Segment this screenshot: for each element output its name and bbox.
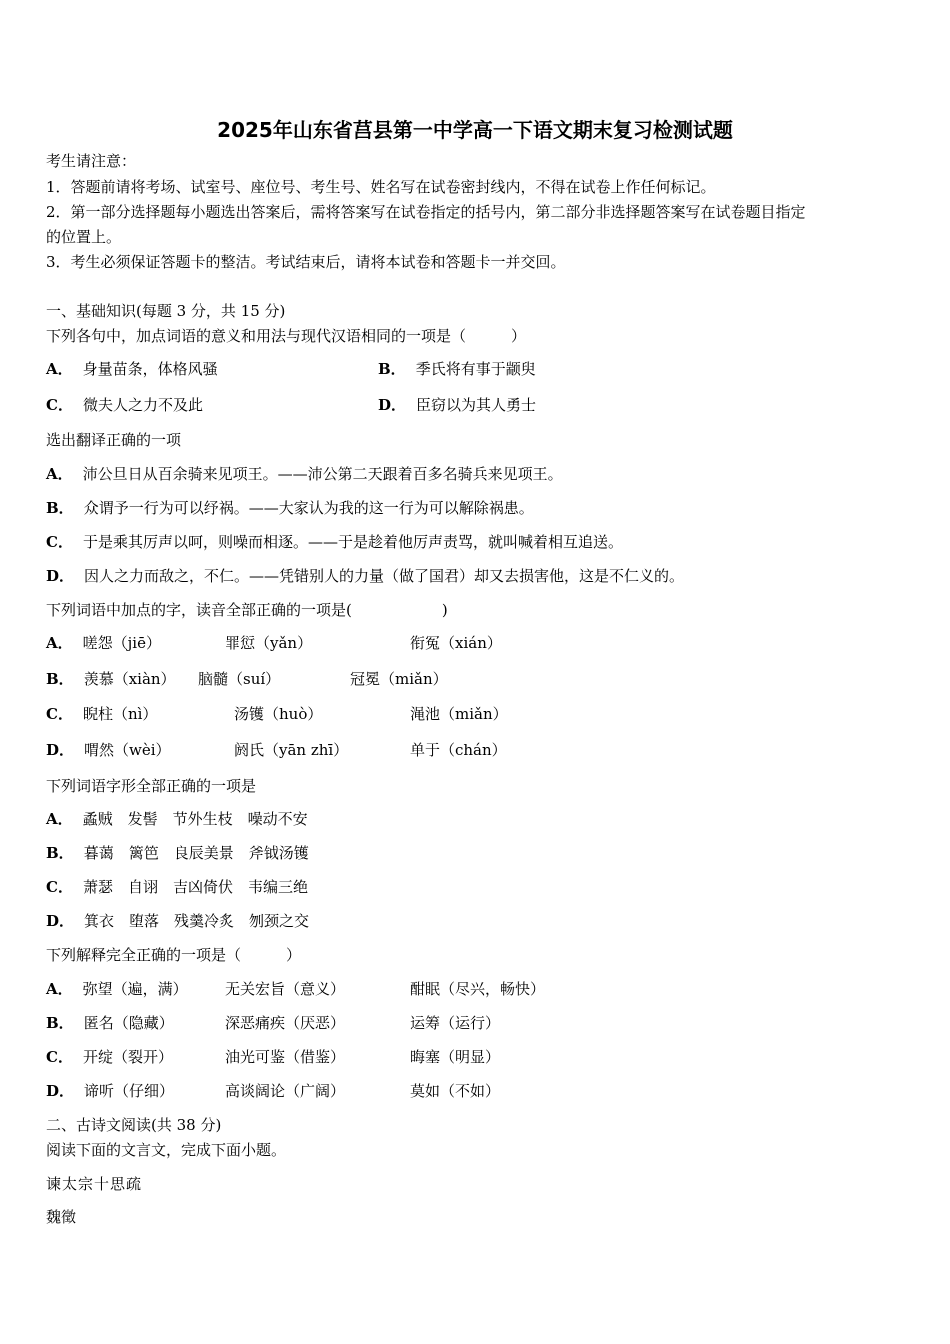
q2-option-d: D． 因人之力而敌之，不仁。——凭错别人的力量（做了国君）却又去损害他，这是不仁义的。 [46, 567, 685, 585]
q2-option-a: A． 沛公旦日从百余骑来见项王。——沛公第二天跟着百多名骑兵来见项王。 [46, 465, 563, 483]
q3-option-d-word3: 单于（chán） [410, 741, 507, 759]
q5-option-b-item3: 运筹（运行） [410, 1014, 501, 1032]
q1-option-b: B． 季氏将有事于颛臾 [378, 360, 536, 378]
reading-intro: 阅读下面的文言文，完成下面小题。 [46, 1141, 287, 1159]
q5-option-a-item2: 无关宏旨（意义） [225, 980, 346, 998]
passage-author: 魏徵 [46, 1208, 77, 1226]
notice-item-2: 2．第一部分选择题每小题选出答案后，需将答案写在试卷指定的括号内，第二部分非选择题答案写在试卷题目指定 [46, 203, 806, 221]
q1-option-c: C． 微夫人之力不及此 [46, 396, 203, 414]
q3-option-d: D． 喟然（wèi） [46, 741, 171, 759]
q1-option-a: A． 身量苗条，体格风骚 [46, 360, 218, 378]
q3-option-b-word2: 脑髓（suí） [198, 670, 281, 688]
q5-stem: 下列解释完全正确的一项是（ ） [46, 946, 302, 964]
notice-item-3: 3．考生必须保证答题卡的整洁。考试结束后，请将本试卷和答题卡一并交回。 [46, 253, 566, 271]
q5-option-c-item2: 油光可鉴（借鉴） [225, 1048, 346, 1066]
q4-option-d: D． 箕衣 堕落 残羹冷炙 刎颈之交 [46, 912, 310, 930]
q3-option-c-word3: 渑池（miǎn） [410, 705, 508, 723]
q4-option-b: B． 暮蔼 篱笆 良辰美景 斧钺汤镬 [46, 844, 309, 862]
q3-option-b: B． 羡慕（xiàn） [46, 670, 176, 688]
page-title: 2025年山东省莒县第一中学高一下语文期末复习检测试题 [217, 118, 733, 142]
q2-stem: 选出翻译正确的一项 [46, 431, 182, 449]
q3-option-c-word2: 汤镬（huò） [234, 705, 323, 723]
q3-option-b-word3: 冠冕（miǎn） [350, 670, 448, 688]
q5-option-a-item3: 酣眠（尽兴，畅快） [410, 980, 546, 998]
q3-option-c: C． 睨柱（nì） [46, 705, 158, 723]
q3-option-a-word2: 罪愆（yǎn） [225, 634, 313, 652]
q5-option-b: B． 匿名（隐藏） [46, 1014, 174, 1032]
q4-stem: 下列词语字形全部正确的一项是 [46, 777, 257, 795]
q2-option-c: C． 于是乘其厉声以呵，则噪而相逐。——于是趁着他厉声责骂，就叫喊着相互追送。 [46, 533, 623, 551]
q1-stem: 下列各句中，加点词语的意义和用法与现代汉语相同的一项是（ ） [46, 327, 527, 345]
q4-option-a: A． 蟊贼 发髻 节外生枝 噪动不安 [46, 810, 308, 828]
notice-item-2-cont: 的位置上。 [46, 228, 122, 246]
section-1-heading: 一、基础知识(每题 3 分，共 15 分) [46, 302, 286, 320]
q5-option-c: C． 开绽（裂开） [46, 1048, 173, 1066]
q5-option-a: A． 弥望（遍，满） [46, 980, 188, 998]
q3-option-a-word3: 衔冤（xián） [410, 634, 502, 652]
q5-option-b-item2: 深恶痛疾（厌恶） [225, 1014, 346, 1032]
section-2-heading: 二、古诗文阅读(共 38 分) [46, 1116, 222, 1134]
q3-option-a: A． 嗟怨（jiē） [46, 634, 161, 652]
q5-option-d-item3: 莫如（不如） [410, 1082, 501, 1100]
q2-option-b: B． 众谓予一行为可以纾祸。——大家认为我的这一行为可以解除祸患。 [46, 499, 534, 517]
q1-option-d: D． 臣窃以为其人勇士 [378, 396, 537, 414]
passage-title: 谏太宗十思疏 [46, 1175, 143, 1193]
q3-stem: 下列词语中加点的字，读音全部正确的一项是( ) [46, 601, 448, 619]
q5-option-c-item3: 晦塞（明显） [410, 1048, 501, 1066]
q3-option-d-word2: 阏氏（yān zhī） [234, 741, 349, 759]
q5-option-d-item2: 高谈阔论（广阔） [225, 1082, 346, 1100]
q4-option-c: C． 萧瑟 自诩 吉凶倚伏 韦编三绝 [46, 878, 308, 896]
notice-heading: 考生请注意： [46, 152, 137, 170]
q5-option-d: D． 谛听（仔细） [46, 1082, 175, 1100]
notice-item-1: 1．答题前请将考场、试室号、座位号、考生号、姓名写在试卷密封线内，不得在试卷上作任何标记。 [46, 178, 716, 196]
